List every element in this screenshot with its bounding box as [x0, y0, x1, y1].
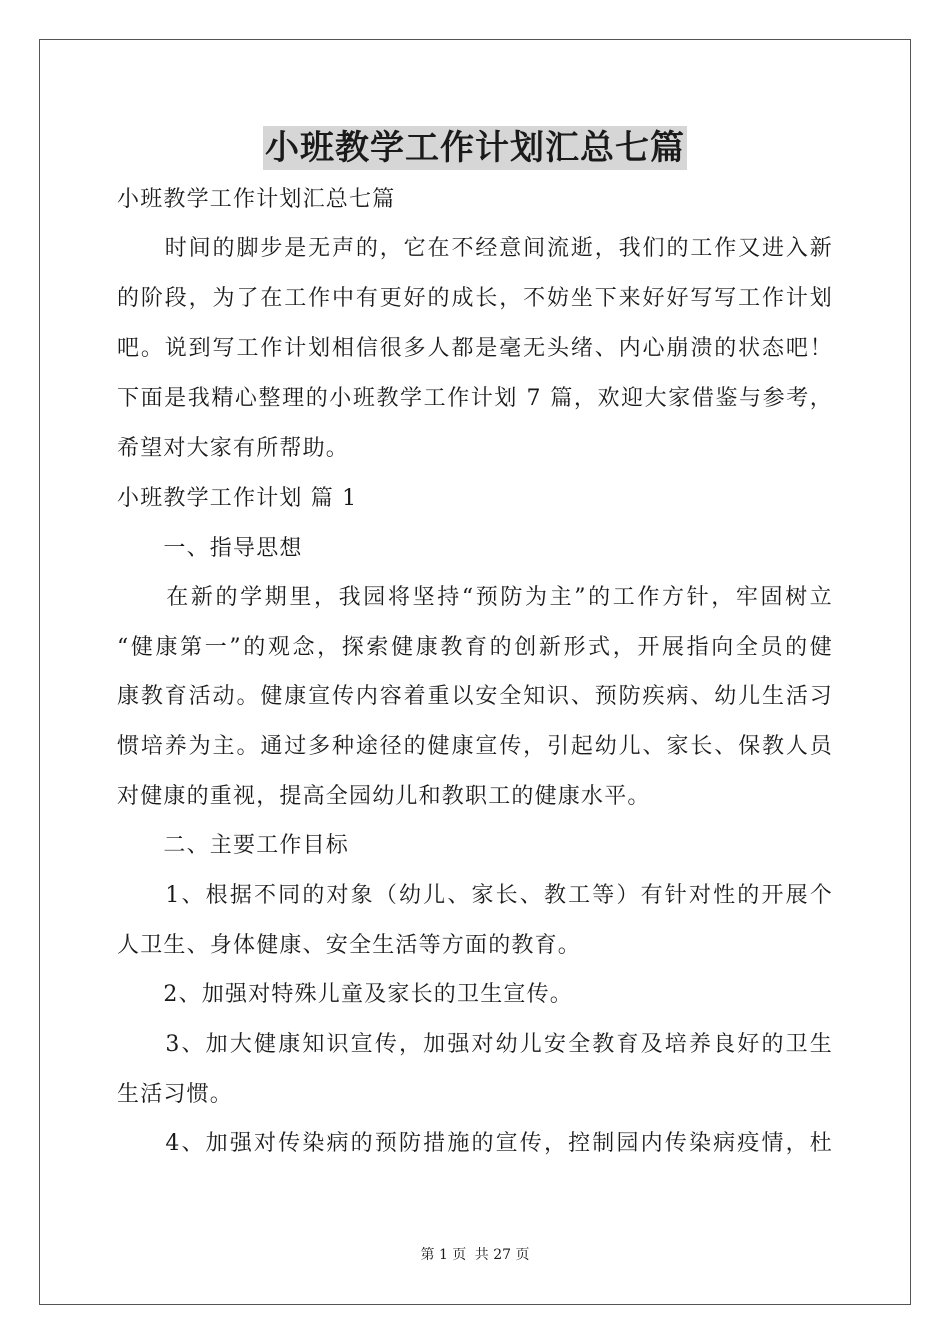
text-line: 惯培养为主。通过多种途径的健康宣传，引起幼儿、家长、保教人员	[117, 734, 833, 759]
page-footer	[0, 1246, 950, 1264]
subheading: 二、主要工作目标	[117, 833, 350, 858]
text-line: 下面是我精心整理的小班教学工作计划 7 篇，欢迎大家借鉴与参考，	[117, 386, 833, 411]
document-title: 小班教学工作计划汇总七篇	[265, 128, 685, 168]
text-line: 1、根据不同的对象（幼儿、家长、教工等）有针对性的开展个	[117, 883, 833, 908]
text-line: 人卫生、身体健康、安全生活等方面的教育。	[117, 933, 582, 958]
section-heading: 小班教学工作计划 篇 1	[117, 486, 358, 511]
page-number: 第 1 页	[420, 1247, 467, 1263]
text-line: 2、加强对特殊儿童及家长的卫生宣传。	[117, 982, 573, 1007]
text-line: 在新的学期里，我园将坚持“预防为主”的工作方针，牢固树立	[117, 585, 833, 610]
page-border	[39, 39, 911, 1305]
text-line: 康教育活动。健康宣传内容着重以安全知识、预防疾病、幼儿生活习	[117, 684, 833, 709]
text-line: 生活习惯。	[117, 1082, 234, 1107]
subheading: 一、指导思想	[117, 536, 303, 561]
text-line: 的阶段，为了在工作中有更好的成长，不妨坐下来好好写写工作计划	[117, 286, 833, 311]
text-line: 小班教学工作计划汇总七篇	[117, 187, 396, 212]
title-container	[0, 126, 950, 170]
text-line: 吧。说到写工作计划相信很多人都是毫无头绪、内心崩溃的状态吧！	[117, 336, 833, 361]
text-line: 希望对大家有所帮助。	[117, 436, 350, 461]
text-line: 3、加大健康知识宣传，加强对幼儿安全教育及培养良好的卫生	[117, 1032, 833, 1057]
text-line: 时间的脚步是无声的，它在不经意间流逝，我们的工作又进入新	[117, 236, 833, 261]
text-line: 对健康的重视，提高全园幼儿和教职工的健康水平。	[117, 784, 651, 809]
text-line: “健康第一”的观念，探索健康教育的创新形式，开展指向全员的健	[117, 635, 833, 660]
page-total: 共 27 页	[474, 1247, 530, 1263]
text-line: 4、加强对传染病的预防措施的宣传，控制园内传染病疫情，杜	[117, 1131, 833, 1156]
